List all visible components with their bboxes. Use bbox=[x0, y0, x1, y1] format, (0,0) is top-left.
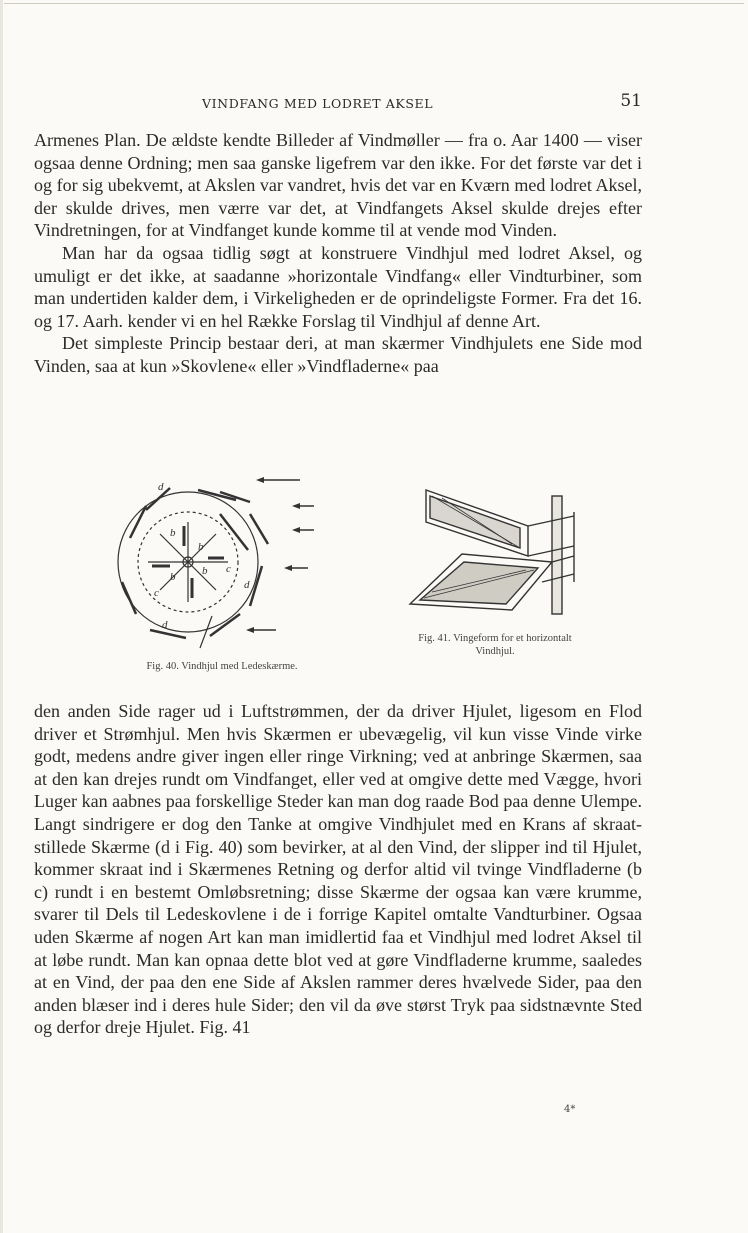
page-edge bbox=[0, 0, 3, 1233]
page-header bbox=[34, 91, 642, 116]
paragraph: Armenes Plan. De ældste kendte Billeder af Vindmøller — fra o. Aar 1400 — viser ogsaa denne Ordning; men saa ganske ligefrem var den ikke. For det første var det i og for sig ubekvemt, at Akslen var vandret, hvis det var en Kværn med lodret Aksel, der skulde drives, men værre var det, at Vindfangets Aksel skulde drejes efter Vindretningen, for at Vindfanget kunde komme til at vende mod Vinden. bbox=[34, 130, 642, 241]
fig40-label: d bbox=[244, 579, 250, 591]
fig40-label: b bbox=[170, 527, 176, 539]
signature-mark: 4* bbox=[564, 1104, 576, 1115]
figure-40-windwheel-illustration bbox=[100, 466, 320, 656]
figure-40-caption: Fig. 40. Vindhjul med Ledeskærme. bbox=[146, 661, 298, 672]
paragraph: den anden Side rager ud i Luftstrømmen, der da driver Hjulet, ligesom en Flod driver et Strømhjul. Men hvis Skærmen er ubevægelig, vil kun visse Vinde virke godt, medens andre giver ingen eller ringe Virkning; ved at anbringe Skærmen, saa at den kan drejes rundt om Vindfanget, eller ved at omgive dette med Vægge, hvori Luger kan aabnes paa forskellige Steder kan man dog raade Bod paa denne Ulempe. Langt sindrigere er dog den Tanke at omgive Vindhjulet med en Krans af skraatstillede Skærme (d i Fig. 40) som bevirker, at al den Vind, der slipper ind til Hjulet, kommer skraat ind i Skærmenes Retning og derfor altid vil tvinge Vindfladerne (b c) rundt i en bestemt Omløbsretning; disse Skærme der ogsaa kan være krumme, svarer til Dels til Ledeskovlene i de i forrige Kapitel omtalte Vandturbiner. Ogsaa uden Skærme af nogen Art kan man imidlertid faa et Vindhjul med lodret Aksel til at løbe rundt. Man kan opnaa dette blot ved at gøre Vindfladerne krumme, saaledes at en Vind, der paa den ene Side af Akslen rammer deres hvælvede Sider, paa den anden blæser ind i deres hule Sider; den vil da øve størst Tryk paa sidstnævnte Sted og derfor dreje Hjulet. Fig. 41 bbox=[34, 701, 642, 1038]
fig40-label: c bbox=[226, 563, 231, 575]
fig40-label: d bbox=[158, 481, 164, 493]
paragraph: Det simpleste Princip bestaar deri, at man skærmer Vindhjulets ene Side mod Vinden, saa at kun »Skovlene« eller »Vindfladerne« paa bbox=[34, 333, 642, 376]
running-title: VINDFANG MED LODRET AKSEL bbox=[202, 96, 434, 111]
figures-area bbox=[34, 462, 642, 682]
fig40-label: b bbox=[170, 571, 176, 583]
top-rule bbox=[4, 3, 744, 4]
fig40-label: b bbox=[198, 541, 204, 553]
body-text-top bbox=[34, 129, 642, 378]
body-text-bottom bbox=[34, 700, 642, 1039]
fig40-label: b bbox=[202, 565, 208, 577]
fig40-label: d bbox=[162, 619, 168, 631]
paragraph: Man har da ogsaa tidlig søgt at konstruere Vindhjul med lodret Aksel, og umuligt er det ikke, at saadanne »horizontale Vindfang« eller Vindturbiner, som man undertiden kalder dem, i Virkeligheden er de oprindeligste Former. Fra det 16. og 17. Aarh. kender vi en hel Række Forslag til Vindhjul af denne Art. bbox=[34, 242, 642, 331]
fig40-label: c bbox=[154, 587, 159, 599]
page-number: 51 bbox=[620, 91, 642, 111]
figure-41-wing-illustration bbox=[402, 482, 614, 622]
figure-41-caption: Fig. 41. Vingeform for et horizontalt Vindhjul. bbox=[418, 633, 572, 657]
